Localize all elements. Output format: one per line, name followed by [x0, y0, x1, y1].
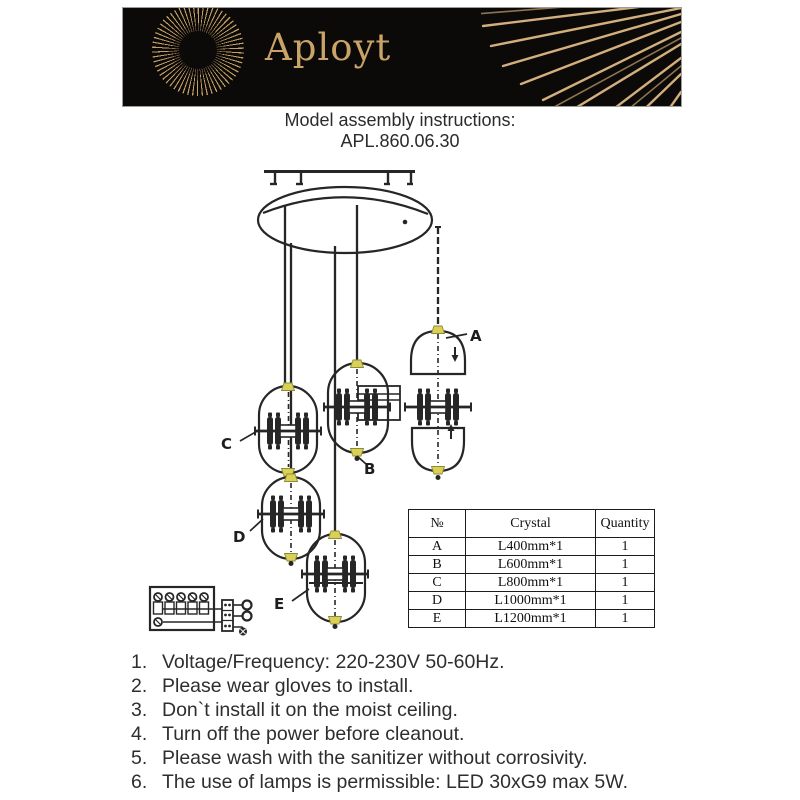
label-c: C [221, 435, 233, 453]
item-number: 4. [131, 723, 148, 745]
cell-no: D [409, 592, 466, 610]
header-quantity: Quantity [596, 510, 655, 538]
shade-d [258, 474, 324, 566]
list-item [131, 746, 731, 770]
cell-crystal: L400mm*1 [466, 538, 596, 556]
item-text: Voltage/Frequency: 220-230V 50-60Hz. [162, 651, 505, 673]
item-number: 6. [131, 771, 148, 793]
title-line1: Model assembly instructions: [284, 110, 516, 130]
item-number: 5. [131, 747, 148, 769]
table-header-row [409, 510, 655, 538]
cell-no: B [409, 556, 466, 574]
item-number: 1. [131, 651, 148, 673]
table-row [409, 556, 655, 574]
cell-no: A [409, 538, 466, 556]
header-no: № [409, 510, 466, 538]
cell-quantity: 1 [596, 574, 655, 592]
cell-no: E [409, 610, 466, 628]
list-item [131, 722, 731, 746]
label-a: A [470, 327, 482, 345]
ceiling-mount [264, 171, 415, 184]
label-e: E [274, 595, 285, 613]
label-b: B [364, 460, 376, 478]
shade-a-exploded [405, 326, 471, 480]
down-arrow-icon [452, 347, 459, 362]
cell-crystal: L1000mm*1 [466, 592, 596, 610]
cell-quantity: 1 [596, 556, 655, 574]
item-number: 2. [131, 675, 148, 697]
item-text: Please wear gloves to install. [162, 675, 414, 697]
table-row [409, 592, 655, 610]
item-text: Don`t install it on the moist ceiling. [162, 699, 458, 721]
list-item [131, 770, 731, 794]
shade-c [255, 383, 321, 476]
list-item [131, 698, 731, 722]
item-text: The use of lamps is permissible: LED 30xG9 max 5W. [162, 771, 629, 793]
header-crystal: Crystal [466, 510, 596, 538]
cell-no: C [409, 574, 466, 592]
instruction-list [131, 650, 731, 794]
brand-name: Aployt [265, 26, 392, 69]
table-row [409, 538, 655, 556]
item-text: Turn off the power before cleanout. [162, 723, 465, 745]
terminal-block [150, 587, 252, 636]
cell-crystal: L1200mm*1 [466, 610, 596, 628]
cell-quantity: 1 [596, 538, 655, 556]
table-row [409, 610, 655, 628]
crystal-spec-table [408, 509, 655, 628]
shade-e [302, 531, 368, 629]
table-row [409, 574, 655, 592]
item-text: Please wash with the sanitizer without corrosivity. [162, 747, 588, 769]
cell-crystal: L600mm*1 [466, 556, 596, 574]
cell-quantity: 1 [596, 592, 655, 610]
suspension-cables [285, 205, 441, 534]
model-number: APL.860.06.30 [340, 131, 460, 151]
item-number: 3. [131, 699, 148, 721]
list-item [131, 674, 731, 698]
up-arrow-icon [448, 424, 455, 439]
cell-crystal: L800mm*1 [466, 574, 596, 592]
list-item [131, 650, 731, 674]
cell-quantity: 1 [596, 610, 655, 628]
label-d: D [233, 528, 246, 546]
